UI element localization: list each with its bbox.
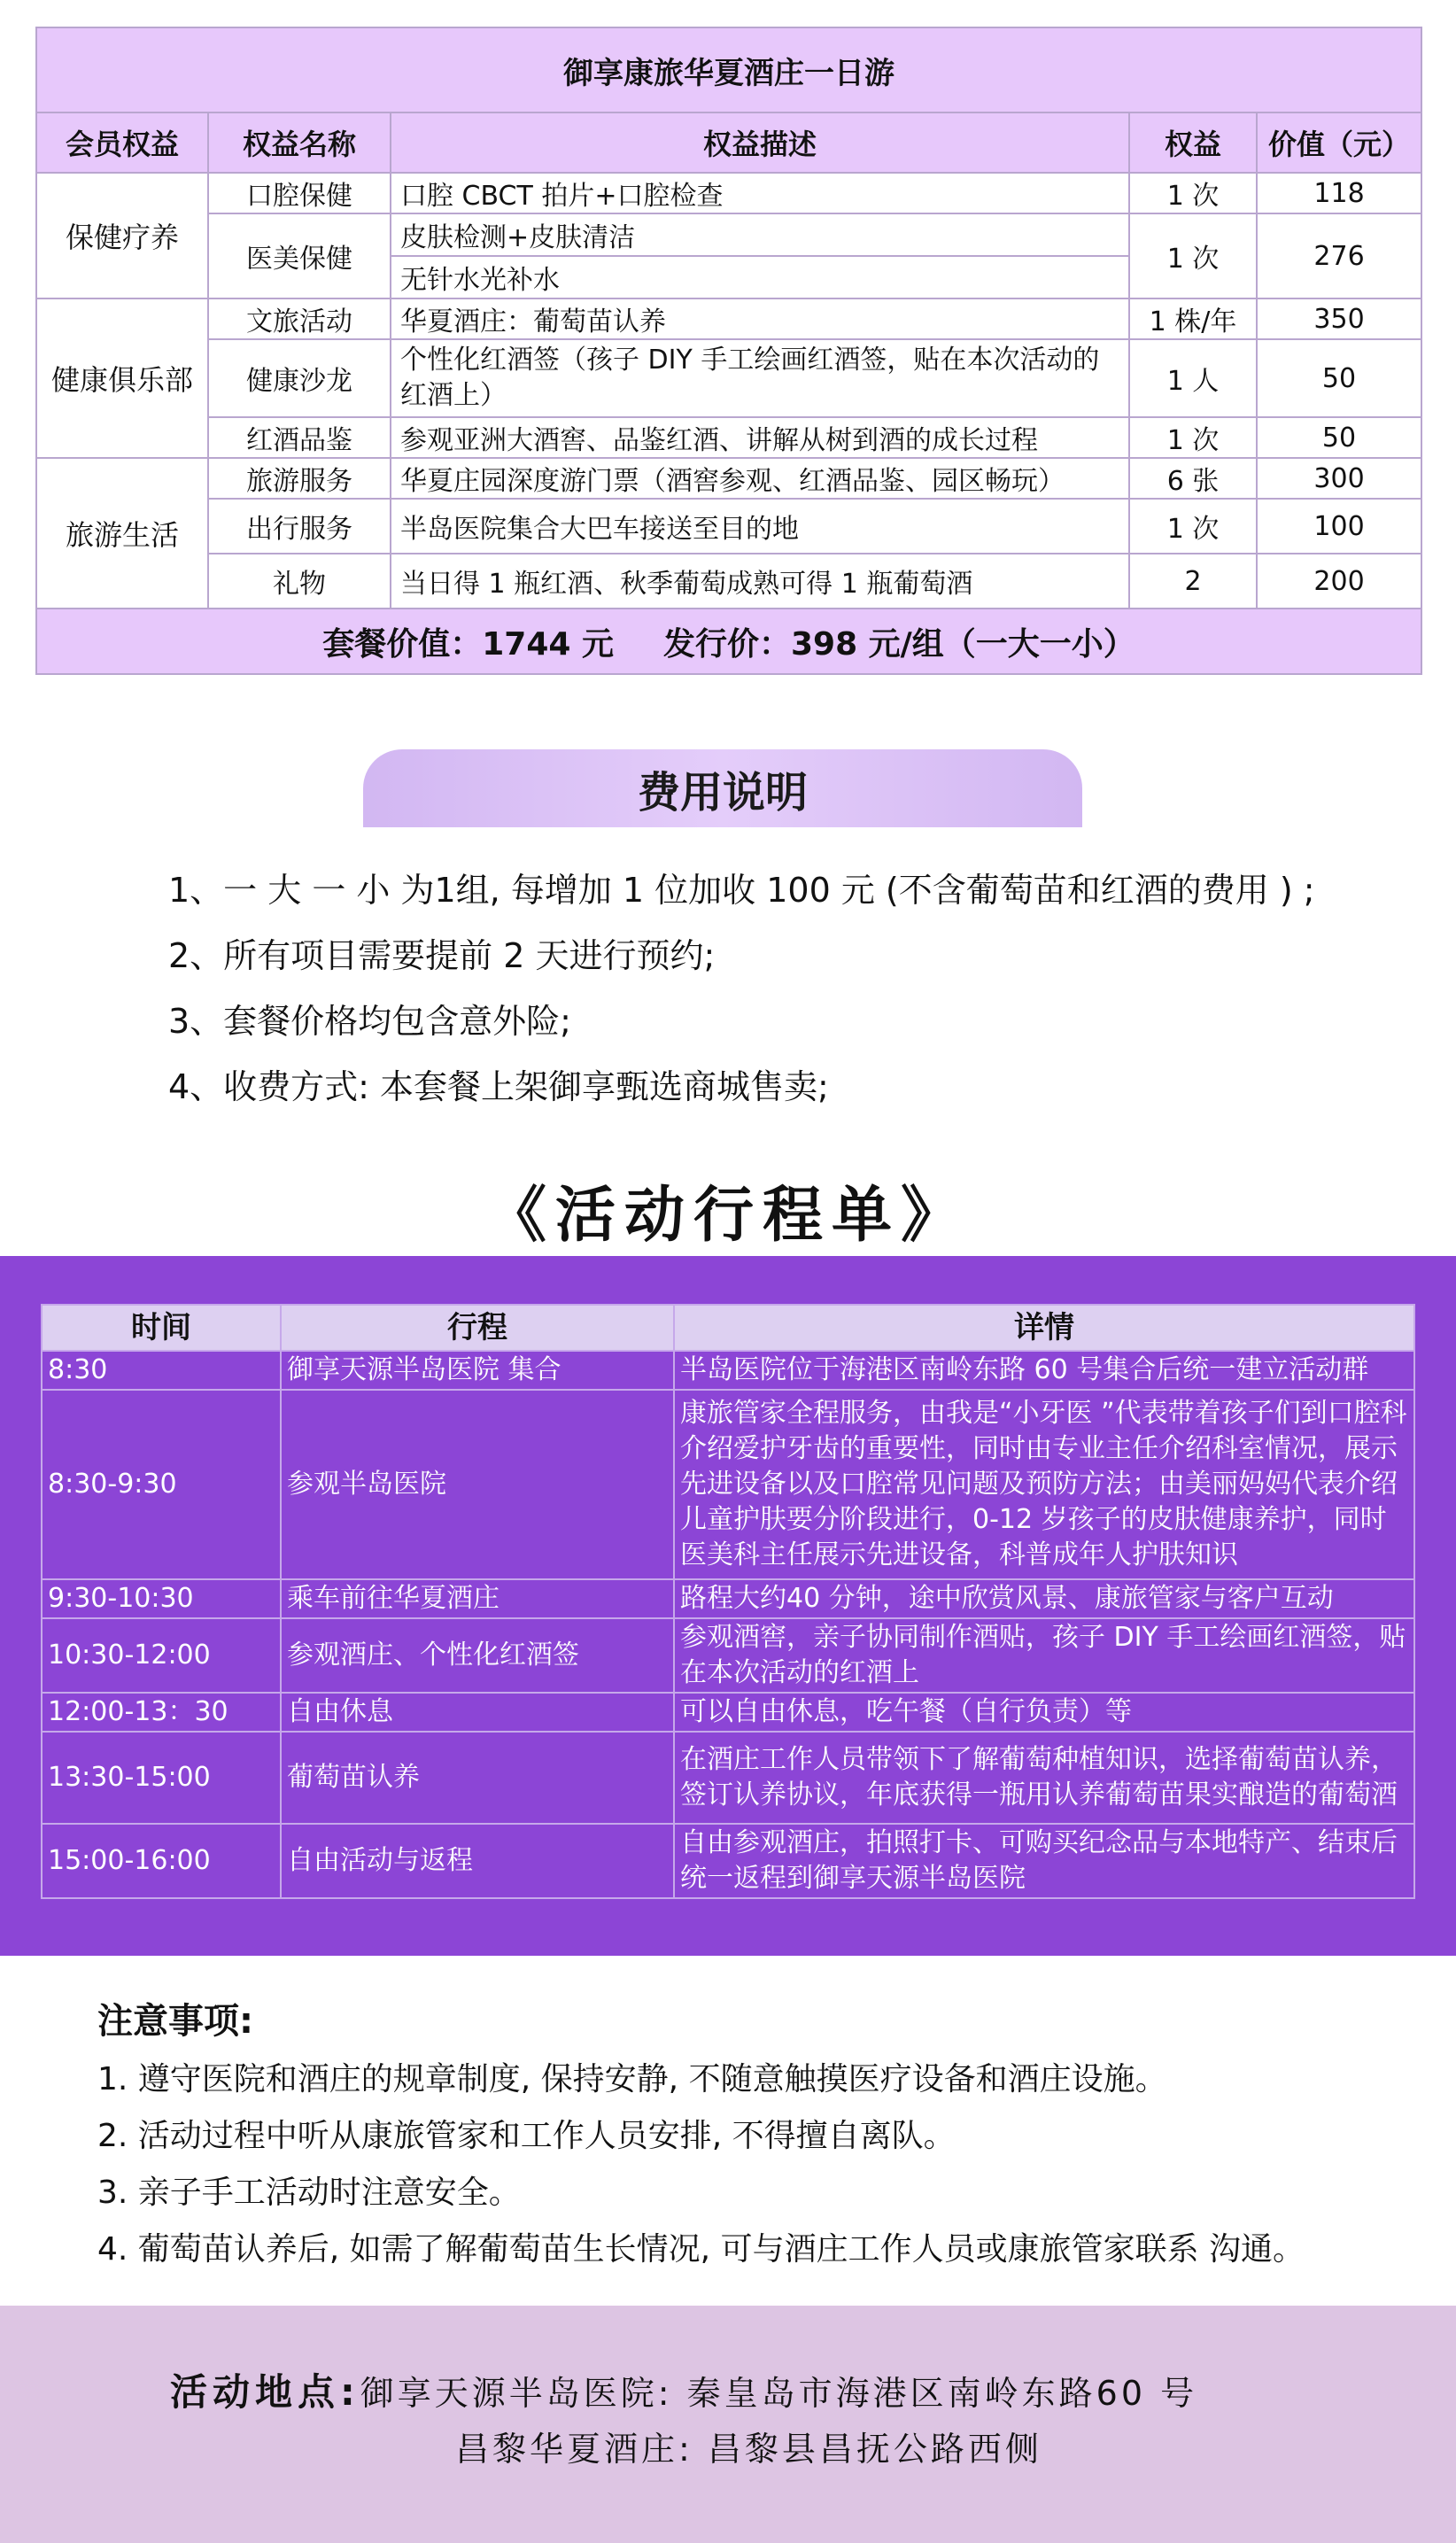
itinerary-time: 9:30-10:30 <box>42 1579 281 1618</box>
fee-item: 1、一 大 一 小 为1组, 每增加 1 位加收 100 元 (不含葡萄苗和红酒的费用 ) ; <box>168 871 1315 910</box>
note-item: 4. 葡萄苗认养后, 如需了解葡萄苗生长情况, 可与酒庄工作人员或康旅管家联系 沟通。 <box>97 2231 1305 2268</box>
itinerary-table <box>41 1304 1415 1899</box>
benefit-name: 文旅活动 <box>208 298 391 339</box>
itinerary-header-detail: 详情 <box>674 1305 1414 1351</box>
benefit-value: 118 <box>1257 173 1421 213</box>
fee-list <box>168 857 1315 1120</box>
benefit-name: 医美保健 <box>208 213 391 298</box>
benefit-desc: 当日得 1 瓶红酒、秋季葡萄成熟可得 1 瓶葡萄酒 <box>391 554 1129 609</box>
header-benefit-qty: 权益 <box>1129 112 1257 173</box>
itinerary-header-trip: 行程 <box>281 1305 674 1351</box>
benefit-value: 200 <box>1257 554 1421 609</box>
itinerary-trip: 参观半岛医院 <box>281 1390 674 1579</box>
itinerary-trip: 乘车前往华夏酒庄 <box>281 1579 674 1618</box>
note-item: 1. 遵守医院和酒庄的规章制度, 保持安静, 不随意触摸医疗设备和酒庄设施。 <box>97 2061 1167 2097</box>
price-summary <box>36 609 1421 674</box>
benefit-qty: 6 张 <box>1129 458 1257 499</box>
itinerary-row <box>42 1824 1414 1898</box>
location-winery: 昌黎华夏酒庄: 昌黎县昌抚公路西侧 <box>455 2430 1042 2469</box>
benefit-qty: 1 株/年 <box>1129 298 1257 339</box>
itinerary-detail: 半岛医院位于海港区南岭东路 60 号集合后统一建立活动群 <box>674 1351 1414 1390</box>
location-label: 活动地点: <box>170 2370 360 2414</box>
itinerary-row <box>42 1579 1414 1618</box>
location-hospital: 御享天源半岛医院: 秦皇岛市海港区南岭东路60 号 <box>360 2374 1198 2413</box>
itinerary-detail: 参观酒窖，亲子协同制作酒贴，孩子 DIY 手工绘画红酒签，贴在本次活动的红酒上 <box>674 1618 1414 1693</box>
category-health-care: 保健疗养 <box>36 173 208 298</box>
benefit-desc: 华夏酒庄：葡萄苗认养 <box>391 298 1129 339</box>
itinerary-time: 13:30-15:00 <box>42 1732 281 1824</box>
itinerary-title: 《活动行程单》 <box>485 1181 970 1251</box>
location-line-hospital <box>170 2363 1197 2416</box>
header-benefit-name: 权益名称 <box>208 112 391 173</box>
benefit-name: 口腔保健 <box>208 173 391 213</box>
benefit-qty: 1 次 <box>1129 213 1257 298</box>
notes-list <box>97 2051 1305 2278</box>
itinerary-row <box>42 1390 1414 1579</box>
fee-title-bar <box>363 749 1082 827</box>
category-health-club: 健康俱乐部 <box>36 298 208 458</box>
benefit-value: 50 <box>1257 417 1421 458</box>
itinerary-time: 12:00-13：30 <box>42 1693 281 1732</box>
itinerary-row <box>42 1693 1414 1732</box>
benefit-desc: 皮肤检测+皮肤清洁 <box>391 213 1129 256</box>
itinerary-detail: 康旅管家全程服务，由我是“小牙医 ”代表带着孩子们到口腔科介绍爱护牙齿的重要性，同时由专业主任介绍科室情况，展示先进设备以及口腔常见问题及预防方法；由美丽妈妈代表介绍儿童护肤要分阶段进行，0-12 岁孩子的皮肤健康养护，同时医美科主任展示先进设备，科普成年人护肤知识 <box>674 1390 1414 1579</box>
itinerary-header-time: 时间 <box>42 1305 281 1351</box>
note-item: 2. 活动过程中听从康旅管家和工作人员安排, 不得擅自离队。 <box>97 2118 956 2154</box>
itinerary-trip: 自由活动与返程 <box>281 1824 674 1898</box>
issue-price: 发行价：398 元/组（一大一小） <box>662 625 1135 663</box>
benefit-value: 50 <box>1257 339 1421 417</box>
benefit-value: 300 <box>1257 458 1421 499</box>
benefits-table <box>35 27 1422 675</box>
itinerary-row <box>42 1618 1414 1693</box>
itinerary-detail: 在酒庄工作人员带领下了解葡萄种植知识，选择葡萄苗认养，签订认养协议，年底获得一瓶用认养葡萄苗果实酿造的葡萄酒 <box>674 1732 1414 1824</box>
itinerary-time: 8:30 <box>42 1351 281 1390</box>
category-travel-life: 旅游生活 <box>36 458 208 609</box>
itinerary-detail: 可以自由休息，吃午餐（自行负责）等 <box>674 1693 1414 1732</box>
benefit-name: 礼物 <box>208 554 391 609</box>
fee-item: 3、套餐价格均包含意外险; <box>168 1002 571 1041</box>
benefits-title: 御享康旅华夏酒庄一日游 <box>36 27 1421 112</box>
benefit-name: 健康沙龙 <box>208 339 391 417</box>
benefit-qty: 1 次 <box>1129 417 1257 458</box>
note-item: 3. 亲子手工活动时注意安全。 <box>97 2175 521 2211</box>
benefit-desc: 半岛医院集合大巴车接送至目的地 <box>391 499 1129 554</box>
itinerary-detail: 路程大约40 分钟，途中欣赏风景、康旅管家与客户互动 <box>674 1579 1414 1618</box>
header-benefit-desc: 权益描述 <box>391 112 1129 173</box>
benefit-desc-extra: 无针水光补水 <box>391 256 1129 298</box>
benefit-name: 出行服务 <box>208 499 391 554</box>
benefit-qty: 2 <box>1129 554 1257 609</box>
benefit-value: 350 <box>1257 298 1421 339</box>
benefit-value: 100 <box>1257 499 1421 554</box>
itinerary-time: 10:30-12:00 <box>42 1618 281 1693</box>
package-value: 套餐价值：1744 元 <box>322 625 614 663</box>
header-member-benefit: 会员权益 <box>36 112 208 173</box>
benefit-qty: 1 人 <box>1129 339 1257 417</box>
benefit-qty: 1 次 <box>1129 173 1257 213</box>
benefit-desc: 口腔 CBCT 拍片+口腔检查 <box>391 173 1129 213</box>
itinerary-row <box>42 1351 1414 1390</box>
itinerary-time: 15:00-16:00 <box>42 1824 281 1898</box>
benefit-value: 276 <box>1257 213 1421 298</box>
fee-title: 费用说明 <box>637 767 808 818</box>
header-value: 价值（元） <box>1257 112 1421 173</box>
benefit-desc: 参观亚洲大酒窖、品鉴红酒、讲解从树到酒的成长过程 <box>391 417 1129 458</box>
itinerary-trip: 自由休息 <box>281 1693 674 1732</box>
itinerary-trip: 御享天源半岛医院 集合 <box>281 1351 674 1390</box>
itinerary-detail: 自由参观酒庄，拍照打卡、可购买纪念品与本地特产、结束后统一返程到御享天源半岛医院 <box>674 1824 1414 1898</box>
fee-item: 4、收费方式: 本套餐上架御享甄选商城售卖; <box>168 1067 829 1106</box>
notes-title: 注意事项: <box>97 2001 253 2042</box>
benefit-desc: 华夏庄园深度游门票（酒窖参观、红酒品鉴、园区畅玩） <box>391 458 1129 499</box>
benefit-desc: 个性化红酒签（孩子 DIY 手工绘画红酒签，贴在本次活动的红酒上） <box>391 339 1129 417</box>
fee-item: 2、所有项目需要提前 2 天进行预约; <box>168 936 716 975</box>
benefit-qty: 1 次 <box>1129 499 1257 554</box>
itinerary-trip: 葡萄苗认养 <box>281 1732 674 1824</box>
benefit-name: 红酒品鉴 <box>208 417 391 458</box>
benefit-name: 旅游服务 <box>208 458 391 499</box>
itinerary-time: 8:30-9:30 <box>42 1390 281 1579</box>
itinerary-trip: 参观酒庄、个性化红酒签 <box>281 1618 674 1693</box>
itinerary-row <box>42 1732 1414 1824</box>
